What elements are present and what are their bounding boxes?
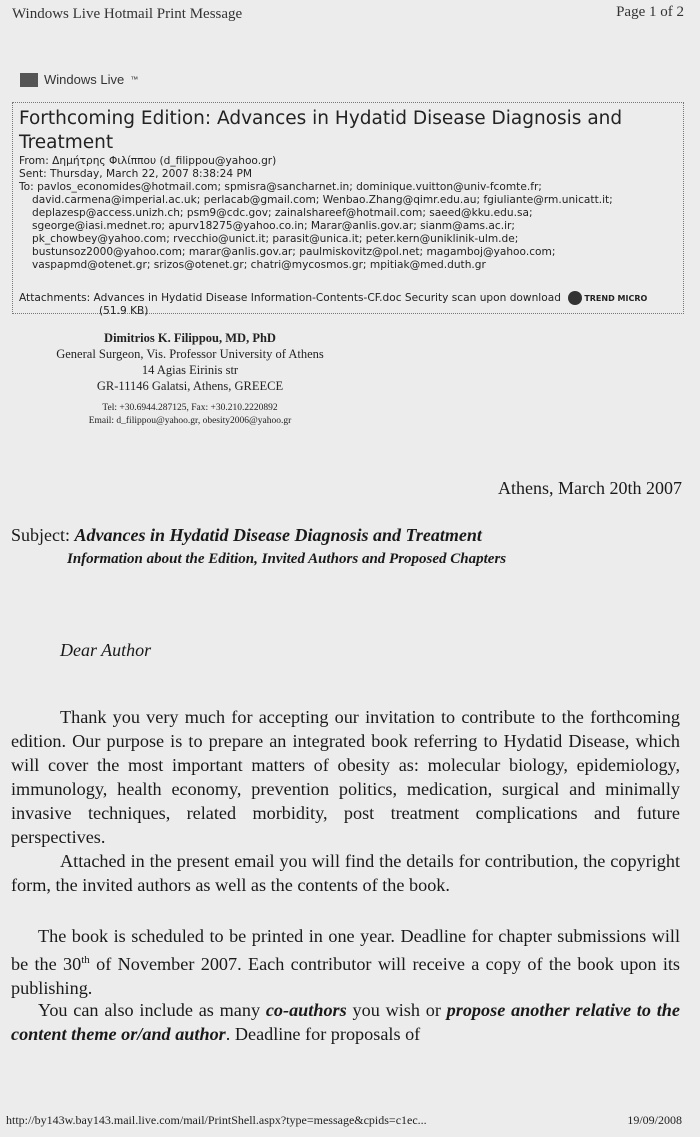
brand-trademark: ™ [130, 75, 139, 84]
subject-label: Subject: [11, 525, 70, 545]
email-header-box [12, 102, 684, 317]
print-header-title: Windows Live Hotmail Print Message [12, 6, 243, 22]
paragraph-4-text: you wish or [346, 1000, 447, 1020]
email-to-line: To: pavlos_economides@hotmail.com; spmisra@sancharnet.in; dominique.vuitton@univ-fcomte.fr; [19, 181, 542, 193]
paragraph-3-text: of November 2007. Each contributor will receive a copy of the book upon its publishing. [11, 954, 681, 999]
attachment-link[interactable]: Attachments: Advances in Hydatid Disease Information-Contents-CF.doc Security scan upon download [19, 292, 561, 304]
emphasis-coauthors: co-authors [265, 1000, 347, 1020]
subject-subtitle: Information about the Edition, Invited Authors and Proposed Chapters [67, 551, 507, 567]
attachment-size: (51.9 KB) [99, 305, 149, 317]
email-to-line: deplazesp@access.unizh.ch; psm9@cdc.gov; zainalshareef@hotmail.com; saeed@kku.edu.sa; [32, 207, 533, 219]
email-to-line: david.carmena@imperial.ac.uk; perlacab@gmail.com; Wenbao.Zhang@qimr.edu.au; fgiuliante@rm.unicatt.it; [32, 194, 613, 206]
page-number: Page 1 of 2 [616, 4, 684, 20]
signature-block [0, 330, 380, 428]
greeting: Dear Author [60, 640, 152, 660]
paragraph-4-text: You can also include as many [38, 1000, 266, 1020]
paragraph-4-text: . Deadline for proposals of [225, 1024, 421, 1044]
email-to-line: vaspapmd@otenet.gr; srizos@otenet.gr; chatri@mycosmos.gr; mpitiak@med.duth.gr [32, 259, 486, 271]
letter-subject [11, 525, 482, 546]
signature-tel: Tel: +30.6944.287125, Fax: +30.210.2220892 [102, 403, 278, 413]
signature-name: Dimitrios K. Filippou, MD, PhD [104, 331, 276, 345]
signature-line: General Surgeon, Vis. Professor University of Athens [56, 347, 324, 361]
paragraph-4 [11, 998, 680, 1046]
email-to-line: sgeorge@iasi.mednet.ro; apurv18275@yahoo.co.in; Marar@anlis.gov.ar; sianm@ams.ac.ir; [32, 220, 515, 232]
paragraph-2: Attached in the present email you will find the details for contribution, the copyright form, the invited authors as well as the contents of the book. [11, 851, 680, 895]
email-subject: Forthcoming Edition: Advances in Hydatid Disease Diagnosis and Treatment [19, 108, 623, 153]
brand-label: Windows Live [44, 72, 125, 87]
attachments-row [19, 291, 647, 318]
paragraph-3 [11, 924, 680, 1000]
paragraph-3-text: The book is scheduled to be printed in one year. Deadline for chapter submissions will be the 30 [11, 926, 680, 975]
signature-email: Email: d_filippou@yahoo.gr, obesity2006@yahoo.gr [88, 416, 292, 426]
trend-micro-icon [568, 291, 582, 305]
windows-live-logo-icon [20, 73, 38, 87]
email-sent: Sent: Thursday, March 22, 2007 8:38:24 PM [19, 168, 252, 180]
emphasis-propose: propose another relative to the content theme or/and author [11, 1000, 680, 1044]
ordinal-suffix: th [81, 954, 90, 966]
signature-line: GR-11146 Galatsi, Athens, GREECE [96, 379, 284, 393]
letter-date: Athens, March 20th 2007 [498, 478, 682, 498]
email-from: From: Δημήτρης Φιλίππου (d_filippou@yahoo.gr) [19, 155, 277, 167]
windows-live-brand [20, 72, 138, 87]
footer-url: http://by143w.bay143.mail.live.com/mail/PrintShell.aspx?type=message&cpids=c1ec... [6, 1113, 427, 1127]
footer-date: 19/09/2008 [627, 1113, 682, 1127]
subject-title: Advances in Hydatid Disease Diagnosis and Treatment [74, 525, 482, 545]
scanner-label: TREND MICRO [584, 293, 648, 303]
email-to-line: pk_chowbey@yahoo.com; rvecchio@unict.it; parasit@unica.it; peter.kern@uniklinik-ulm.de; [32, 233, 519, 245]
signature-line: 14 Agias Eirinis str [141, 363, 239, 377]
paragraph-1: Thank you very much for accepting our invitation to contribute to the forthcoming edition. Our purpose is to prepare an integrated book referring to Hydatid Disease, which will cover the most important matters of obesity as: molecular biology, epidemiology, immunology, health economy, prevention politics, medication, surgical and minimally invasive techniques, related morbidity, post treatment complications and future perspectives. [11, 707, 680, 847]
email-to-line: bustunsoz2000@yahoo.com; marar@anlis.gov.ar; paulmiskovitz@pol.net; magamboj@yahoo.com; [32, 246, 556, 258]
